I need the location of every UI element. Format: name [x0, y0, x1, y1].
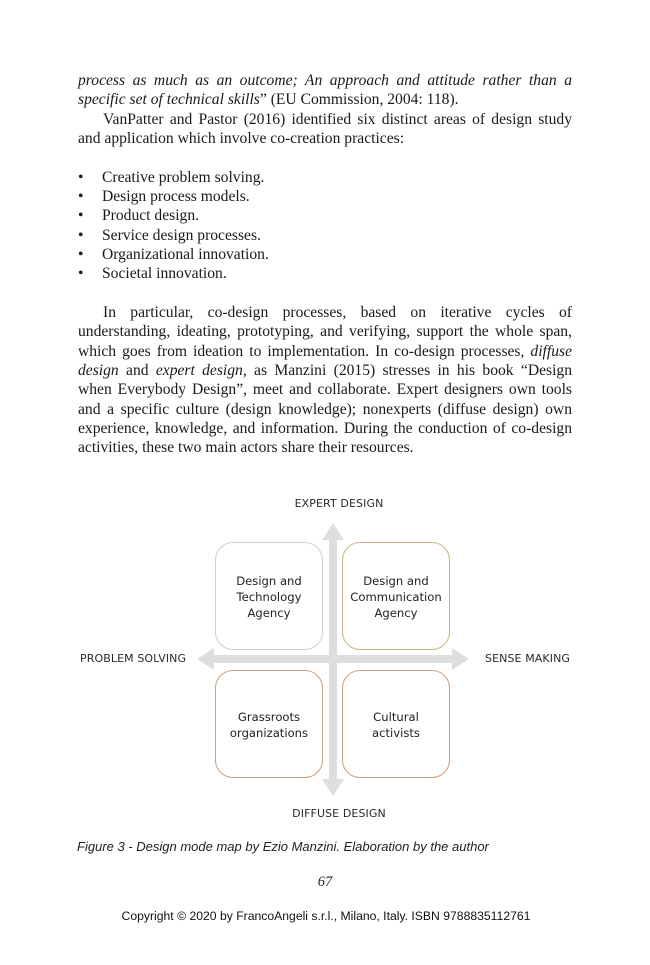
list-item: • Design process models.: [78, 188, 250, 206]
quadrant-grassroots-organizations: Grassroots organizations: [215, 670, 323, 778]
axis-label-expert-design: EXPERT DESIGN: [294, 497, 384, 510]
page-number: 67: [317, 874, 333, 890]
list-item: • Organizational innovation.: [78, 245, 269, 263]
bullet-icon: •: [78, 169, 84, 186]
copyright-notice: Copyright © 2020 by FrancoAngeli s.r.l., Milano, Italy. ISBN 9788835112761: [121, 909, 531, 923]
list-item: • Product design.: [78, 207, 200, 225]
list-item: • Service design processes.: [78, 226, 261, 244]
figure-caption: Figure 3 - Design mode map by Ezio Manzini. Elaboration by the author: [77, 839, 489, 854]
axis-label-sense-making: SENSE MAKING: [485, 652, 571, 665]
quadrant-design-communication-agency: Design and Communication Agency: [342, 542, 450, 650]
axis-label-diffuse-design: DIFFUSE DESIGN: [292, 807, 386, 820]
bullet-icon: •: [78, 265, 84, 283]
citation: ” (EU Commission, 2004: 118).: [259, 91, 459, 109]
quadrant-design-technology-agency: Design and Technology Agency: [215, 542, 323, 650]
quote-italic: process as much as an outcome; An approach and attitude rather than a specific set of technical skills: [78, 72, 572, 109]
term-diffuse-design: diffuse design: [78, 342, 572, 380]
paragraph-2: VanPatter and Pastor (2016) identified six distinct areas of design study and application which involve co-creation practices:: [78, 110, 572, 147]
paragraph-3: In particular, co-design processes, based on iterative cycles of understanding, ideating, prototyping, and verifying, support the whole span, which goes from ideation to implementation. In co-design processes, diffuse design and expert design, as Manzini (2015) stresses in his book “Design when Everybody Design”, meet and collaborate. Expert designers own tools and a specific culture (design knowledge); nonexperts (diffuse design) own experience, knowledge, and information. During the conduction of co-design activities, these two main actors share their resources.: [78, 304, 572, 457]
bullet-icon: •: [78, 226, 84, 244]
axis-label-problem-solving: PROBLEM SOLVING: [80, 652, 187, 665]
term-expert-design: expert design: [155, 362, 243, 380]
list-item: • Creative problem solving.: [78, 169, 265, 186]
bullet-icon: •: [78, 245, 84, 263]
bullet-icon: •: [78, 207, 84, 225]
quadrant-cultural-activists: Cultural activists: [342, 670, 450, 778]
list-item: • Societal innovation.: [78, 265, 227, 283]
bullet-icon: •: [78, 188, 84, 206]
